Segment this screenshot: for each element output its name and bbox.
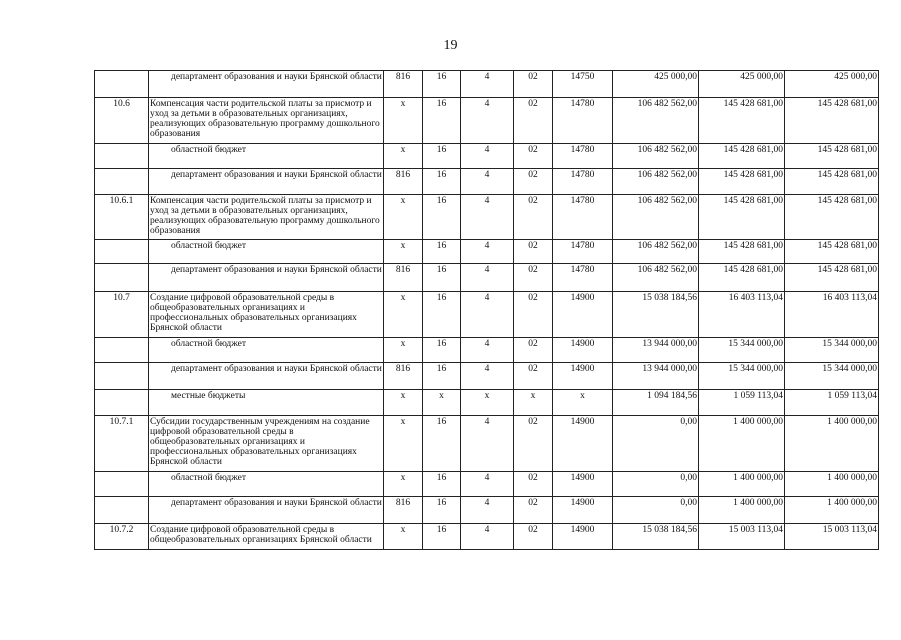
table-row — [95, 497, 879, 524]
cell-subsection-code: x — [461, 390, 514, 416]
cell-amount-year-3: 15 003 113,04 — [785, 524, 879, 550]
cell-section-code: 16 — [423, 240, 461, 264]
page-number: 19 — [443, 38, 458, 53]
cell-amount-year-3: 145 428 681,00 — [785, 264, 879, 292]
cell-target-code: 02 — [514, 169, 553, 195]
cell-item-name: областной бюджет — [149, 144, 384, 169]
cell-subsection-code: 4 — [461, 71, 514, 98]
cell-item-number — [95, 264, 149, 292]
table-row — [95, 472, 879, 497]
cell-section-code: 16 — [423, 524, 461, 550]
cell-direction-code: 14900 — [553, 524, 613, 550]
cell-amount-year-2: 15 003 113,04 — [699, 524, 785, 550]
cell-direction-code: 14750 — [553, 71, 613, 98]
cell-grbs-code: 816 — [384, 71, 423, 98]
cell-target-code: 02 — [514, 264, 553, 292]
table-row — [95, 195, 879, 240]
cell-subsection-code: 4 — [461, 195, 514, 240]
cell-grbs-code: x — [384, 98, 423, 144]
table-row — [95, 144, 879, 169]
cell-item-name: департамент образования и науки Брянской области — [149, 264, 384, 292]
cell-item-number: 10.7.2 — [95, 524, 149, 550]
cell-grbs-code: 816 — [384, 169, 423, 195]
cell-amount-year-3: 145 428 681,00 — [785, 195, 879, 240]
cell-direction-code: 14900 — [553, 292, 613, 338]
cell-section-code: 16 — [423, 71, 461, 98]
cell-amount-year-3: 1 400 000,00 — [785, 497, 879, 524]
cell-item-name: Создание цифровой образовательной среды в общеобразовательных организациях и профессиональных образовательных организациях Брянской области — [149, 292, 384, 338]
cell-target-code: 02 — [514, 472, 553, 497]
cell-target-code: 02 — [514, 98, 553, 144]
cell-direction-code: 14780 — [553, 169, 613, 195]
table-row — [95, 416, 879, 472]
cell-direction-code: 14780 — [553, 264, 613, 292]
cell-amount-year-3: 15 344 000,00 — [785, 363, 879, 390]
cell-amount-year-1: 15 038 184,56 — [613, 292, 699, 338]
cell-grbs-code: x — [384, 240, 423, 264]
cell-section-code: 16 — [423, 292, 461, 338]
cell-subsection-code: 4 — [461, 98, 514, 144]
cell-direction-code: 14900 — [553, 472, 613, 497]
cell-item-name: департамент образования и науки Брянской области — [149, 497, 384, 524]
cell-item-number — [95, 338, 149, 363]
cell-item-number: 10.7 — [95, 292, 149, 338]
cell-section-code: 16 — [423, 363, 461, 390]
cell-amount-year-3: 1 059 113,04 — [785, 390, 879, 416]
cell-amount-year-3: 145 428 681,00 — [785, 98, 879, 144]
cell-amount-year-2: 145 428 681,00 — [699, 144, 785, 169]
cell-subsection-code: 4 — [461, 363, 514, 390]
cell-target-code: 02 — [514, 71, 553, 98]
cell-amount-year-1: 106 482 562,00 — [613, 98, 699, 144]
cell-grbs-code: x — [384, 195, 423, 240]
cell-amount-year-3: 425 000,00 — [785, 71, 879, 98]
cell-grbs-code: x — [384, 524, 423, 550]
cell-amount-year-1: 106 482 562,00 — [613, 264, 699, 292]
cell-target-code: 02 — [514, 497, 553, 524]
cell-target-code: x — [514, 390, 553, 416]
cell-amount-year-3: 15 344 000,00 — [785, 338, 879, 363]
cell-subsection-code: 4 — [461, 292, 514, 338]
cell-amount-year-3: 145 428 681,00 — [785, 144, 879, 169]
cell-item-name: местные бюджеты — [149, 390, 384, 416]
cell-subsection-code: 4 — [461, 240, 514, 264]
cell-amount-year-2: 145 428 681,00 — [699, 98, 785, 144]
cell-amount-year-1: 1 094 184,56 — [613, 390, 699, 416]
cell-item-number: 10.7.1 — [95, 416, 149, 472]
cell-subsection-code: 4 — [461, 472, 514, 497]
table-row — [95, 240, 879, 264]
cell-item-name: департамент образования и науки Брянской области — [149, 71, 384, 98]
cell-amount-year-2: 15 344 000,00 — [699, 363, 785, 390]
cell-direction-code: 14780 — [553, 144, 613, 169]
cell-amount-year-2: 1 400 000,00 — [699, 497, 785, 524]
cell-amount-year-1: 0,00 — [613, 472, 699, 497]
cell-direction-code: x — [553, 390, 613, 416]
table-row — [95, 363, 879, 390]
cell-amount-year-1: 106 482 562,00 — [613, 195, 699, 240]
table-row — [95, 169, 879, 195]
cell-direction-code: 14780 — [553, 98, 613, 144]
cell-amount-year-3: 1 400 000,00 — [785, 472, 879, 497]
cell-amount-year-1: 0,00 — [613, 416, 699, 472]
cell-direction-code: 14900 — [553, 338, 613, 363]
cell-amount-year-3: 145 428 681,00 — [785, 169, 879, 195]
cell-amount-year-2: 1 400 000,00 — [699, 472, 785, 497]
cell-target-code: 02 — [514, 195, 553, 240]
cell-item-number — [95, 497, 149, 524]
cell-grbs-code: x — [384, 144, 423, 169]
cell-amount-year-3: 1 400 000,00 — [785, 416, 879, 472]
cell-subsection-code: 4 — [461, 144, 514, 169]
cell-direction-code: 14900 — [553, 363, 613, 390]
cell-section-code: 16 — [423, 264, 461, 292]
cell-section-code: 16 — [423, 169, 461, 195]
table-row — [95, 98, 879, 144]
cell-amount-year-2: 145 428 681,00 — [699, 240, 785, 264]
cell-item-number — [95, 363, 149, 390]
cell-amount-year-2: 16 403 113,04 — [699, 292, 785, 338]
cell-item-name: Создание цифровой образовательной среды в общеобразовательных организациях Брянской области — [149, 524, 384, 550]
cell-section-code: 16 — [423, 195, 461, 240]
cell-amount-year-2: 145 428 681,00 — [699, 264, 785, 292]
cell-item-number — [95, 169, 149, 195]
cell-section-code: 16 — [423, 497, 461, 524]
cell-section-code: 16 — [423, 472, 461, 497]
cell-direction-code: 14780 — [553, 240, 613, 264]
cell-subsection-code: 4 — [461, 264, 514, 292]
cell-amount-year-2: 1 059 113,04 — [699, 390, 785, 416]
cell-subsection-code: 4 — [461, 169, 514, 195]
cell-direction-code: 14900 — [553, 416, 613, 472]
table-row — [95, 524, 879, 550]
table-row — [95, 338, 879, 363]
cell-item-name: департамент образования и науки Брянской области — [149, 363, 384, 390]
cell-grbs-code: 816 — [384, 363, 423, 390]
cell-amount-year-1: 425 000,00 — [613, 71, 699, 98]
cell-target-code: 02 — [514, 240, 553, 264]
cell-section-code: 16 — [423, 338, 461, 363]
cell-amount-year-1: 13 944 000,00 — [613, 338, 699, 363]
cell-item-number — [95, 240, 149, 264]
cell-item-name: областной бюджет — [149, 240, 384, 264]
cell-grbs-code: x — [384, 390, 423, 416]
cell-amount-year-1: 0,00 — [613, 497, 699, 524]
cell-subsection-code: 4 — [461, 497, 514, 524]
cell-grbs-code: x — [384, 416, 423, 472]
table-row — [95, 264, 879, 292]
cell-grbs-code: x — [384, 472, 423, 497]
cell-grbs-code: 816 — [384, 497, 423, 524]
cell-item-name: Компенсация части родительской платы за присмотр и уход за детьми в образовательных организациях, реализующих образовательную программу дошкольного образования — [149, 98, 384, 144]
cell-section-code: 16 — [423, 416, 461, 472]
cell-direction-code: 14900 — [553, 497, 613, 524]
cell-item-name: Компенсация части родительской платы за присмотр и уход за детьми в образовательных организациях, реализующих образовательную программу дошкольного образования — [149, 195, 384, 240]
cell-item-number: 10.6.1 — [95, 195, 149, 240]
cell-amount-year-2: 15 344 000,00 — [699, 338, 785, 363]
cell-amount-year-1: 106 482 562,00 — [613, 240, 699, 264]
cell-subsection-code: 4 — [461, 338, 514, 363]
cell-amount-year-2: 1 400 000,00 — [699, 416, 785, 472]
cell-section-code: 16 — [423, 144, 461, 169]
table-body — [95, 71, 879, 550]
budget-table — [94, 70, 879, 550]
cell-amount-year-1: 106 482 562,00 — [613, 144, 699, 169]
cell-amount-year-1: 15 038 184,56 — [613, 524, 699, 550]
cell-section-code: x — [423, 390, 461, 416]
cell-target-code: 02 — [514, 338, 553, 363]
cell-amount-year-2: 425 000,00 — [699, 71, 785, 98]
cell-direction-code: 14780 — [553, 195, 613, 240]
table-row — [95, 71, 879, 98]
cell-amount-year-3: 145 428 681,00 — [785, 240, 879, 264]
cell-target-code: 02 — [514, 416, 553, 472]
cell-amount-year-1: 106 482 562,00 — [613, 169, 699, 195]
cell-target-code: 02 — [514, 363, 553, 390]
cell-target-code: 02 — [514, 144, 553, 169]
cell-amount-year-3: 16 403 113,04 — [785, 292, 879, 338]
cell-item-name: областной бюджет — [149, 338, 384, 363]
cell-section-code: 16 — [423, 98, 461, 144]
cell-grbs-code: x — [384, 292, 423, 338]
cell-amount-year-1: 13 944 000,00 — [613, 363, 699, 390]
cell-amount-year-2: 145 428 681,00 — [699, 195, 785, 240]
cell-item-name: областной бюджет — [149, 472, 384, 497]
cell-item-number — [95, 390, 149, 416]
cell-subsection-code: 4 — [461, 524, 514, 550]
cell-target-code: 02 — [514, 524, 553, 550]
cell-item-number: 10.6 — [95, 98, 149, 144]
table-row — [95, 292, 879, 338]
cell-item-number — [95, 71, 149, 98]
cell-target-code: 02 — [514, 292, 553, 338]
cell-item-number — [95, 472, 149, 497]
cell-amount-year-2: 145 428 681,00 — [699, 169, 785, 195]
cell-item-name: Субсидии государственным учреждениям на создание цифровой образовательной среды в общеобразовательных организациях и профессиональных образовательных организациях Брянской области — [149, 416, 384, 472]
cell-item-name: департамент образования и науки Брянской области — [149, 169, 384, 195]
cell-grbs-code: x — [384, 338, 423, 363]
table-row — [95, 390, 879, 416]
cell-item-number — [95, 144, 149, 169]
cell-subsection-code: 4 — [461, 416, 514, 472]
cell-grbs-code: 816 — [384, 264, 423, 292]
